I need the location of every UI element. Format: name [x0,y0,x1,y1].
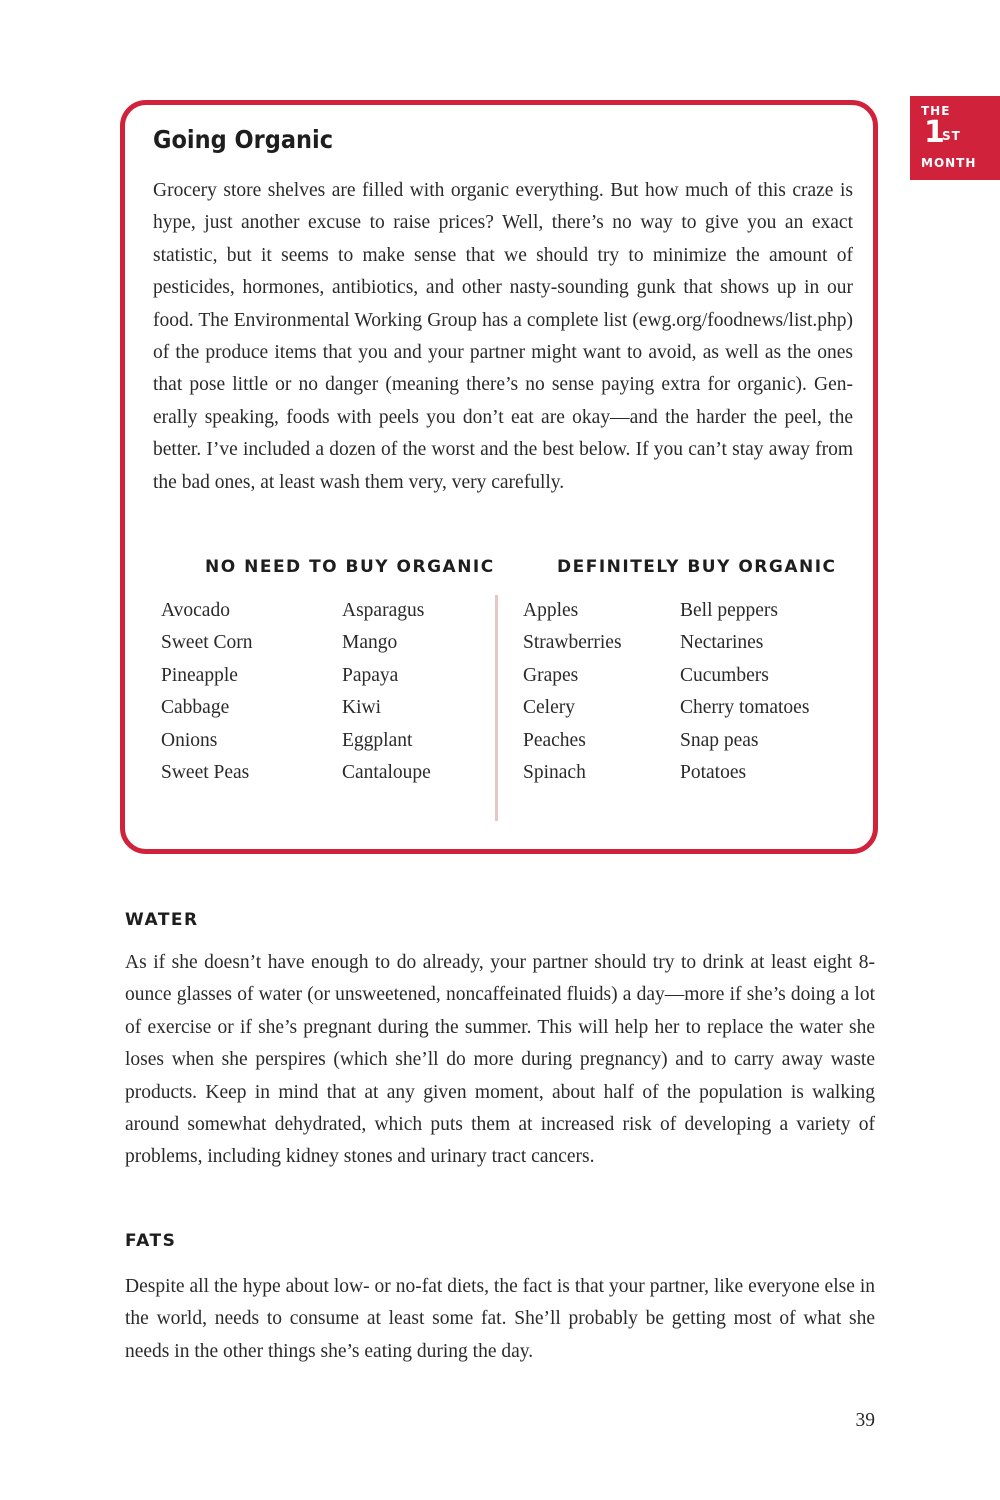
list-item: Papaya [342,664,399,686]
list-item: Cabbage [161,697,230,719]
list-item: Kiwi [342,697,381,719]
going-organic-sidebar [120,100,878,854]
water-heading: WATER [125,910,199,930]
list-item: Sweet Corn [161,632,253,654]
sidebar-title: Going Organic [153,125,334,154]
month-tab-the: THE [921,104,951,118]
no-need-heading: NO NEED TO BUY ORGANIC [205,557,495,577]
water-paragraph: As if she doesn’t have enough to do already, your partner should try to drink at least eight 8-ounce glasses of water (or unsweetened, noncaffeinated fluids) a day—more if she’s doing a lot of exercise or if she’s pregnant during the summer. This will help her to replace the water she loses when she perspires (which she’ll do more during pregnancy) and to carry away waste products. Keep in mind that at any given moment, about half of the population is walking around somewhat dehydrated, which puts them at increased risk of developing a variety of problems, including kidney stones and urinary tract cancers. [125,952,875,1168]
definitely-list-2 [680,595,809,789]
fats-paragraph: Despite all the hype about low- or no-fat diets, the fact is that your partner, like everyone else in the world, needs to consume at least some fat. She’ll probably be getting most of what she needs in the other things she’s eating during the day. [125,1276,875,1362]
list-item: Onions [161,729,218,751]
list-item: Pineapple [161,664,238,686]
month-tab-number: 1 [924,115,945,150]
list-item: Bell peppers [680,600,779,621]
list-item: Potatoes [680,762,747,784]
list-item: Sweet Peas [161,762,250,784]
list-item: Nectarines [680,632,764,654]
list-item: Celery [523,697,575,719]
definitely-list-1 [523,595,622,789]
month-tab-suffix: ST [942,129,961,143]
list-item: Peaches [523,729,586,751]
list-item: Asparagus [342,600,425,621]
column-divider [495,595,498,821]
sidebar-body: Grocery store shelves are filled with organic everything. But how much of this craze is hype, just another excuse to raise prices? Well, there’s no way to give you an exact statistic, but it seems to make sense that we should try to minimize the amount of pesticides, hormones, antibiotics, and other nasty-sounding gunk that shows up in our food. The Environmental Working Group has a complete list (ewg.org/foodnews/list.php) of the produce items that you and your partner might want to avoid, as well as the ones that pose little or no danger (meaning there’s no sense paying extra for organic). Generally speaking, foods with peels you don’t eat are okay—and the harder the peel, the better. I’ve included a dozen of the worst and the best below. If you can’t stay away from the bad ones, at least wash them very, very carefully. [153,180,853,493]
list-item: Spinach [523,762,586,784]
list-item: Mango [342,632,398,654]
month-tab [910,96,1000,180]
month-tab-month: MONTH [921,156,977,170]
list-item: Cucumbers [680,664,769,686]
list-item: Cantaloupe [342,762,431,784]
list-item: Snap peas [680,729,759,751]
definitely-heading: DEFINITELY BUY ORGANIC [557,557,837,577]
fats-heading: FATS [125,1231,177,1251]
list-item: Eggplant [342,729,413,751]
list-item: Cherry tomatoes [680,697,810,719]
list-item: Avocado [161,600,230,621]
list-item: Apples [523,600,579,621]
no-need-list-2 [342,595,431,789]
list-item: Strawberries [523,632,622,654]
page-number: 39 [855,1410,875,1431]
no-need-list-1 [161,595,253,789]
list-item: Grapes [523,664,579,686]
